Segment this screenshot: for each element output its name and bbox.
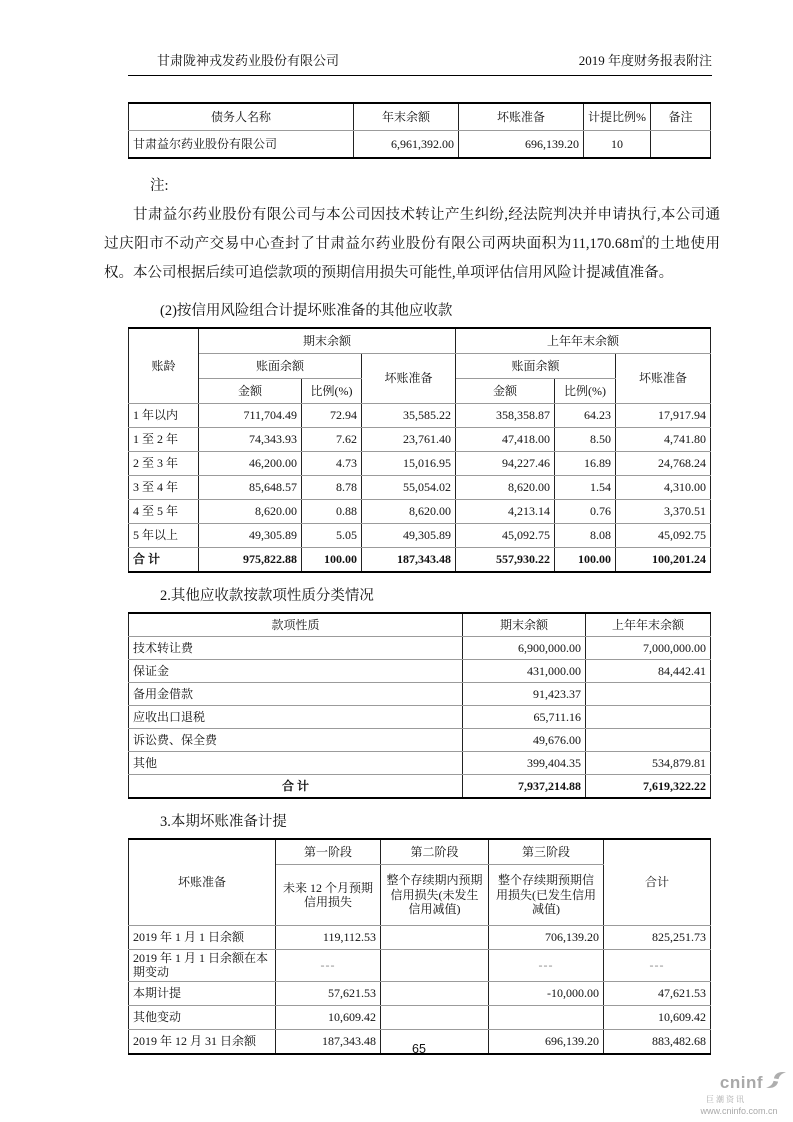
value-cell: 65,711.16 — [463, 706, 586, 729]
value-cell: 4,310.00 — [616, 476, 711, 500]
row-label: 本期计提 — [129, 981, 276, 1005]
value-cell: 8.50 — [555, 428, 616, 452]
value-cell: 706,139.20 — [489, 926, 604, 950]
aging-col-age: 账龄 — [129, 328, 199, 404]
aging-period-end: 期末余额 — [199, 328, 456, 354]
nature-cell: 诉讼费、保全费 — [129, 729, 463, 752]
total-value: 975,822.88 — [199, 548, 302, 573]
value-cell: 358,358.87 — [456, 404, 555, 428]
total-value: 100.00 — [302, 548, 362, 573]
value-cell: 696,139.20 — [489, 1029, 604, 1054]
cninfo-brand-text: cninf — [719, 1072, 763, 1092]
value-cell: 8,620.00 — [362, 500, 456, 524]
stage1-header: 第一阶段 — [276, 839, 381, 865]
age-cell: 1 至 2 年 — [129, 428, 199, 452]
age-cell: 2 至 3 年 — [129, 452, 199, 476]
table-row — [129, 637, 711, 660]
value-cell: 187,343.48 — [276, 1029, 381, 1054]
value-cell: 49,305.89 — [362, 524, 456, 548]
section-provision-heading: 3.本期坏账准备计提 — [160, 814, 287, 830]
value-cell — [586, 706, 711, 729]
page-number: 65 — [412, 1042, 426, 1056]
aging-book-balance-py: 账面余额 — [456, 354, 616, 379]
age-cell: 1 年以内 — [129, 404, 199, 428]
value-cell: 49,305.89 — [199, 524, 302, 548]
value-cell: 8.08 — [555, 524, 616, 548]
table-row — [129, 752, 711, 775]
report-title: 2019 年度财务报表附注 — [578, 53, 712, 68]
nature-cell: 其他 — [129, 752, 463, 775]
nature-cell: 应收出口退税 — [129, 706, 463, 729]
value-cell: 883,482.68 — [604, 1029, 711, 1054]
value-cell: 4.73 — [302, 452, 362, 476]
table-row — [129, 926, 711, 950]
value-cell — [489, 1005, 604, 1029]
table-row — [129, 950, 711, 982]
table-row — [129, 981, 711, 1005]
value-cell: 74,343.93 — [199, 428, 302, 452]
value-cell — [381, 950, 489, 982]
value-cell: 47,621.53 — [604, 981, 711, 1005]
value-cell: 55,054.02 — [362, 476, 456, 500]
cninfo-logo — [689, 1070, 789, 1116]
note-paragraph: 甘肃益尔药业股份有限公司与本公司因技术转让产生纠纷,经法院判决并申请执行,本公司通过庆阳市不动产交易中心查封了甘肃益尔药业股份有限公司两块面积为11,170.68㎡的土地使用权。本公司根据后续可追偿款项的预期信用损失可能性,单项评估信用风险计提减值准备。 — [104, 207, 720, 281]
table-row — [129, 524, 711, 548]
table-row — [129, 404, 711, 428]
value-cell: --- — [489, 950, 604, 982]
debtor-ratio: 10 — [584, 131, 651, 159]
stage2-header: 第二阶段 — [381, 839, 489, 865]
aging-ratio-pe: 比例(%) — [302, 379, 362, 404]
section-combo-heading: (2)按信用风险组合计提坏账准备的其他应收款 — [160, 303, 453, 319]
provision-table — [128, 838, 711, 1055]
value-cell: 8,620.00 — [199, 500, 302, 524]
value-cell: 4,741.80 — [616, 428, 711, 452]
value-cell: 119,112.53 — [276, 926, 381, 950]
value-cell: 3,370.51 — [616, 500, 711, 524]
section-nature-heading: 2.其他应收款按款项性质分类情况 — [160, 588, 374, 604]
value-cell: 15,016.95 — [362, 452, 456, 476]
value-cell: 7,000,000.00 — [586, 637, 711, 660]
value-cell: 6,900,000.00 — [463, 637, 586, 660]
value-cell — [586, 729, 711, 752]
value-cell: 5.05 — [302, 524, 362, 548]
table-row — [129, 660, 711, 683]
value-cell: 8.78 — [302, 476, 362, 500]
col-remark: 备注 — [651, 103, 711, 131]
value-cell: -10,000.00 — [489, 981, 604, 1005]
col-debtor-name: 债务人名称 — [129, 103, 354, 131]
row-label: 2019 年 12 月 31 日余额 — [129, 1029, 276, 1054]
col-year-end-balance: 年末余额 — [354, 103, 459, 131]
col-period-end: 期末余额 — [463, 613, 586, 637]
table-row — [129, 683, 711, 706]
total-label: 合 计 — [129, 548, 199, 573]
aging-bad-debt-pe: 坏账准备 — [362, 354, 456, 404]
value-cell: 94,227.46 — [456, 452, 555, 476]
age-cell: 5 年以上 — [129, 524, 199, 548]
debtor-remark — [651, 131, 711, 159]
note-label: 注: — [150, 178, 169, 194]
value-cell — [381, 1005, 489, 1029]
value-cell: 64.23 — [555, 404, 616, 428]
nature-total-row — [129, 775, 711, 799]
nature-cell: 技术转让费 — [129, 637, 463, 660]
value-cell: 1.54 — [555, 476, 616, 500]
cninfo-url: www.cninfo.com.cn — [700, 1106, 778, 1116]
aging-ratio-py: 比例(%) — [555, 379, 616, 404]
stage3-header: 第三阶段 — [489, 839, 604, 865]
aging-bad-debt-py: 坏账准备 — [616, 354, 711, 404]
value-cell — [381, 981, 489, 1005]
age-cell: 4 至 5 年 — [129, 500, 199, 524]
total-value: 7,937,214.88 — [463, 775, 586, 799]
cninfo-chinese-name: 巨潮资讯 — [706, 1095, 746, 1104]
value-cell: 399,404.35 — [463, 752, 586, 775]
total-value: 187,343.48 — [362, 548, 456, 573]
stage3-desc: 整个存续期预期信用损失(已发生信用减值) — [489, 865, 604, 926]
table-header-row — [129, 103, 711, 131]
value-cell: 24,768.24 — [616, 452, 711, 476]
stage1-desc: 未来 12 个月预期信用损失 — [276, 865, 381, 926]
aging-prior-year: 上年年末余额 — [456, 328, 711, 354]
table-row — [129, 476, 711, 500]
value-cell — [586, 683, 711, 706]
debtor-year-end-balance: 6,961,392.00 — [354, 131, 459, 159]
value-cell: 825,251.73 — [604, 926, 711, 950]
value-cell: 8,620.00 — [456, 476, 555, 500]
header-rule — [128, 75, 712, 76]
nature-table — [128, 612, 711, 799]
col-bad-debt: 坏账准备 — [459, 103, 584, 131]
value-cell: 0.76 — [555, 500, 616, 524]
value-cell: 84,442.41 — [586, 660, 711, 683]
row-label: 其他变动 — [129, 1005, 276, 1029]
value-cell: 45,092.75 — [616, 524, 711, 548]
col-nature: 款项性质 — [129, 613, 463, 637]
row-label: 2019 年 1 月 1 日余额 — [129, 926, 276, 950]
value-cell: 711,704.49 — [199, 404, 302, 428]
aging-total-row — [129, 548, 711, 573]
value-cell: 91,423.37 — [463, 683, 586, 706]
corner-bad-debt: 坏账准备 — [129, 839, 276, 926]
value-cell: 47,418.00 — [456, 428, 555, 452]
stage2-desc: 整个存续期内预期信用损失(未发生信用减值) — [381, 865, 489, 926]
value-cell: 16.89 — [555, 452, 616, 476]
value-cell: 49,676.00 — [463, 729, 586, 752]
debtor-table — [128, 102, 711, 159]
value-cell: 431,000.00 — [463, 660, 586, 683]
total-value: 557,930.22 — [456, 548, 555, 573]
table-row — [129, 729, 711, 752]
value-cell: 17,917.94 — [616, 404, 711, 428]
value-cell: 7.62 — [302, 428, 362, 452]
value-cell: --- — [604, 950, 711, 982]
table-row — [129, 428, 711, 452]
table-row — [129, 706, 711, 729]
table-header-row — [129, 613, 711, 637]
value-cell: --- — [276, 950, 381, 982]
col-ratio: 计提比例% — [584, 103, 651, 131]
table-row — [129, 500, 711, 524]
table-row — [129, 1005, 711, 1029]
value-cell — [381, 926, 489, 950]
col-prior-year: 上年年末余额 — [586, 613, 711, 637]
age-cell: 3 至 4 年 — [129, 476, 199, 500]
cninfo-swirl-icon — [765, 1070, 787, 1094]
aging-amount-py: 金额 — [456, 379, 555, 404]
page-header — [128, 50, 712, 69]
value-cell: 45,092.75 — [456, 524, 555, 548]
debtor-name: 甘肃益尔药业股份有限公司 — [129, 131, 354, 159]
aging-header-row2 — [129, 354, 711, 379]
nature-cell: 保证金 — [129, 660, 463, 683]
value-cell: 534,879.81 — [586, 752, 711, 775]
table-row — [129, 131, 711, 159]
debtor-bad-debt: 696,139.20 — [459, 131, 584, 159]
aging-amount-pe: 金额 — [199, 379, 302, 404]
aging-header-row1 — [129, 328, 711, 354]
value-cell: 4,213.14 — [456, 500, 555, 524]
total-value: 100.00 — [555, 548, 616, 573]
value-cell: 10,609.42 — [604, 1005, 711, 1029]
value-cell: 10,609.42 — [276, 1005, 381, 1029]
value-cell: 0.88 — [302, 500, 362, 524]
value-cell: 46,200.00 — [199, 452, 302, 476]
total-value: 7,619,322.22 — [586, 775, 711, 799]
value-cell: 57,621.53 — [276, 981, 381, 1005]
aging-book-balance-pe: 账面余额 — [199, 354, 362, 379]
total-header: 合计 — [604, 839, 711, 926]
value-cell: 35,585.22 — [362, 404, 456, 428]
total-label: 合 计 — [129, 775, 463, 799]
nature-cell: 备用金借款 — [129, 683, 463, 706]
company-name: 甘肃陇神戎发药业股份有限公司 — [157, 53, 340, 68]
total-value: 100,201.24 — [616, 548, 711, 573]
value-cell: 72.94 — [302, 404, 362, 428]
provision-header-row1 — [129, 839, 711, 865]
value-cell: 23,761.40 — [362, 428, 456, 452]
row-label: 2019 年 1 月 1 日余额在本期变动 — [129, 950, 276, 982]
table-row — [129, 452, 711, 476]
value-cell: 85,648.57 — [199, 476, 302, 500]
aging-table — [128, 327, 711, 573]
